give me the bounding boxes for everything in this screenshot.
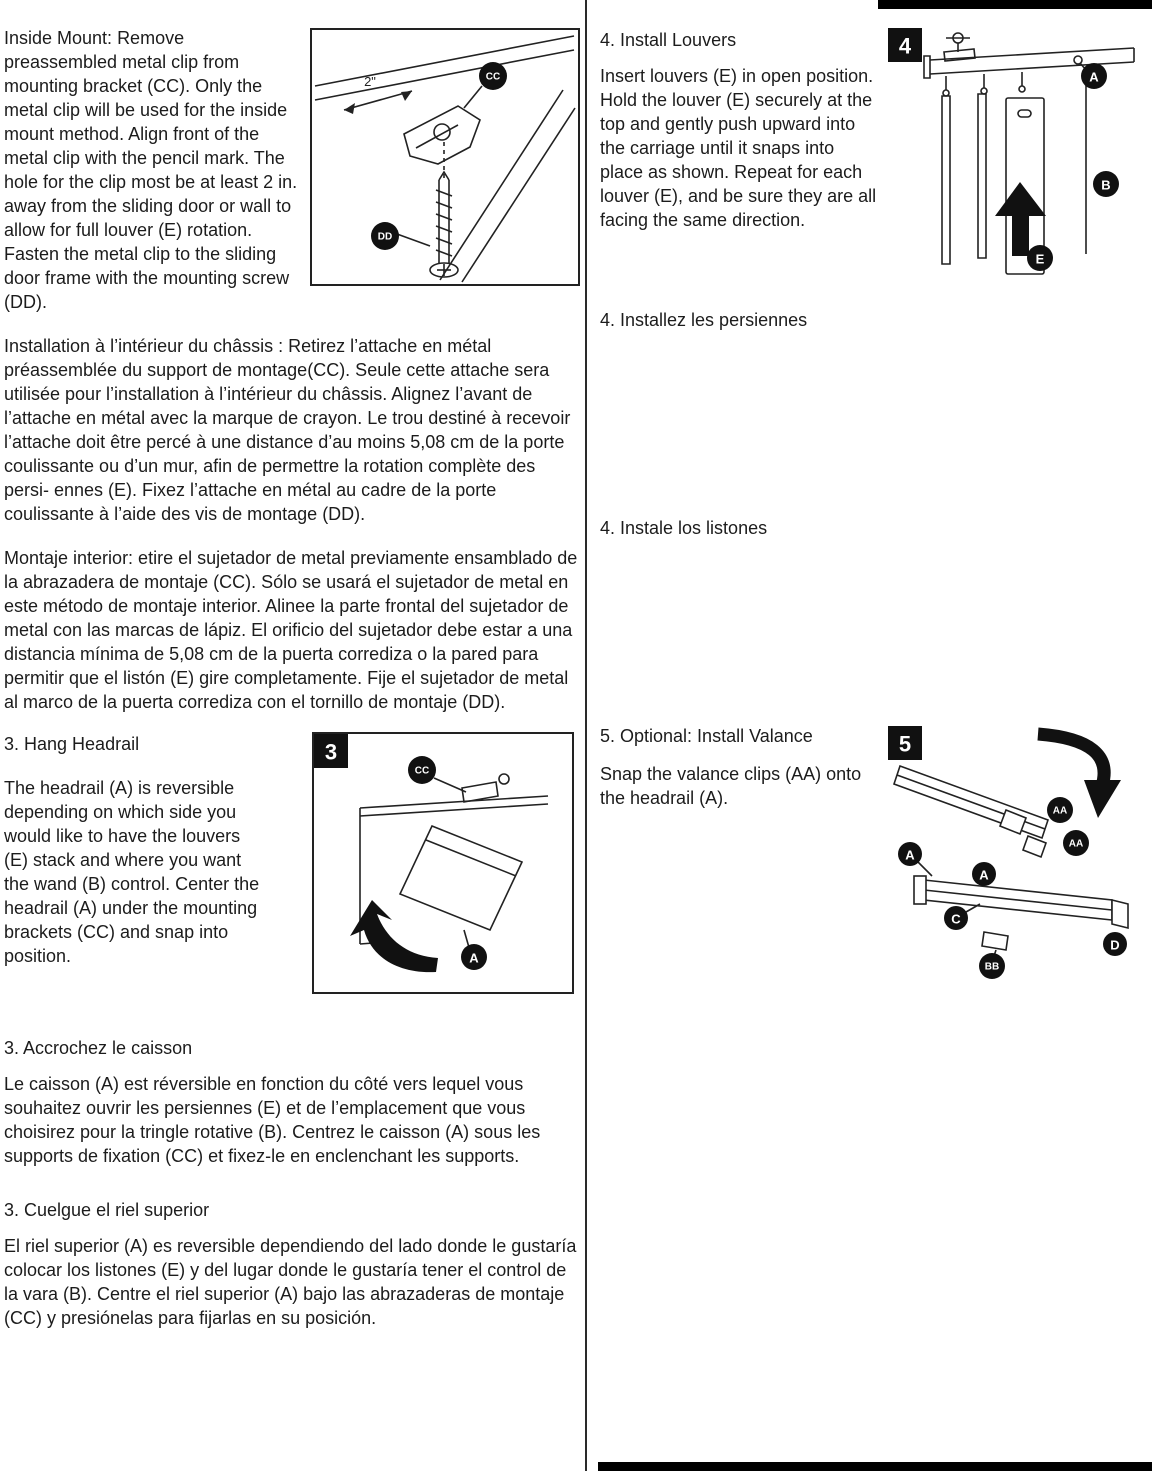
step4-body-en: Insert louvers (E) in open position. Hold the louver (E) securely at the top and gently push upward into the carriage until it snaps into place as shown. Repeat for each louver (E), and be sure they are all facing the same direction. [600, 66, 877, 230]
badge-aa-1 [1047, 797, 1073, 823]
step4-heading-es: 4. Instale los listones [600, 518, 768, 538]
svg-text:DD: DD [377, 231, 393, 243]
badge-a-1 [898, 842, 922, 866]
svg-text:4: 4 [898, 33, 912, 59]
dimension-arrowhead-right [401, 91, 412, 101]
badge-aa-2 [1063, 830, 1089, 856]
svg-text:AA: AA [1052, 805, 1068, 817]
step4-heading-en: 4. Install Louvers [600, 30, 737, 50]
step3-heading-fr: 3. Accrochez le caisson [4, 1038, 193, 1058]
rotate-arrow [350, 900, 438, 972]
svg-text:AA: AA [1068, 838, 1084, 850]
badge-c [944, 906, 968, 930]
badge-a [1081, 63, 1107, 89]
svg-text:3: 3 [324, 739, 338, 765]
step5-body-en: Snap the valance clips (AA) onto the headrail (A). [600, 764, 862, 808]
step-number-3 [314, 734, 348, 768]
hang-headrail-diagram [314, 734, 572, 992]
inside-mount-paragraph-fr: Installation à l’intérieur du châssis : Retirez l’attache en métal préassemblée du support de montage(CC). Seule cette attache sera utilisée pour l’installation à l’intérieur du châssis. Alignez l’avant de l’attache en métal avec la marque de crayon. Le trou destiné à recevoir l’attache doit être percé à une distance d’au moins 5,08 cm de la porte coulissante ou d’un mur, afin de permettre la rotation complète des persi- ennes (E). Fixez l’attache en métal au cadre de la porte coulissante à l’aide des vis de montage (DD). [4, 336, 571, 524]
door-frame-drawing [315, 36, 575, 282]
install-louvers-diagram [888, 26, 1140, 288]
push-up-arrow [995, 182, 1046, 256]
section-inside-mount [4, 26, 580, 314]
svg-text:CC: CC [414, 765, 430, 777]
column-divider [585, 0, 587, 1471]
step-number-5 [888, 726, 922, 760]
figure-hang-headrail [312, 732, 574, 994]
badge-d [1103, 932, 1127, 956]
step5-heading-en: 5. Optional: Install Valance [600, 726, 813, 746]
svg-text:A: A [979, 867, 989, 883]
svg-text:E: E [1035, 251, 1045, 267]
bottom-black-bar [598, 1462, 1152, 1471]
svg-text:A: A [469, 950, 479, 966]
svg-text:CC: CC [485, 71, 501, 83]
svg-text:A: A [1089, 69, 1099, 85]
badge-dd [371, 222, 399, 250]
svg-text:A: A [905, 847, 915, 863]
svg-text:D: D [1110, 937, 1120, 953]
figure-install-valance [888, 724, 1140, 986]
dimension-arrowhead-left [344, 103, 355, 114]
step3-body-fr: Le caisson (A) est réversible en fonction du côté vers lequel vous souhaitez ouvrir les persiennes (E) et de l’emplacement que vous choisirez pour la tringle rotative (B). Centrez le caisson (A) sous les supports de fixation (CC) et fixez-le en enclenchant les supports. [4, 1074, 541, 1166]
figure-install-louvers [888, 26, 1140, 288]
step3-body-es: El riel superior (A) es reversible dependiendo del lado donde le gustaría colocar los listones (E) y del lugar donde le gustaría tener el control de la vara (B). Centre el riel superior (A) bajo las abrazaderas de montaje (CC) y presiónelas para fijarlas en su posición. [4, 1236, 577, 1328]
section-step5 [600, 724, 882, 810]
step3-body-en: The headrail (A) is reversible depending on which side you would like to have the louvers (E) stack and where you want the wand (B) control. Center the headrail (A) under the mounting brackets (CC) and snap into position. [4, 778, 260, 966]
snap-on-arrowhead [1084, 780, 1121, 818]
inside-mount-paragraph-es: Montaje interior: etire el sujetador de metal previamente ensamblado de la abrazadera de montaje (CC). Sólo se usará el sujetador de metal en este método de montaje interior. Alinee la parte frontal del sujetador de metal con las marcas de lápiz. El orificio del sujetador debe estar a una distancia mínima de 5,08 cm de la puerta corrediza o la pared para permitir que el listón (E) gire completamente. Fije el sujetador de metal al marco de la puerta corrediza con el tornillo de montaje (DD). [4, 548, 578, 712]
badge-bb [979, 953, 1005, 979]
figure-inside-mount-clip [310, 28, 580, 286]
inside-mount-paragraph-en: Inside Mount: Remove preassembled metal clip from mounting bracket (CC). Only the metal clip will be used for the inside mount method. Align front of the metal clip with the pencil mark. The hole for the clip most be at least 2 in. away from the sliding door or wall to allow for full louver (E) rotation. Fasten the metal clip to the sliding door frame with the mounting screw (DD). [4, 28, 298, 312]
badge-b [1093, 171, 1119, 197]
svg-text:BB: BB [984, 961, 1000, 973]
badge-cc [479, 62, 507, 90]
badge-e [1027, 245, 1053, 271]
svg-text:B: B [1101, 177, 1111, 193]
section-step3-en [4, 732, 580, 998]
step3-heading-en: 3. Hang Headrail [4, 734, 140, 754]
section-step4-en [600, 28, 882, 232]
inside-mount-diagram [312, 30, 578, 284]
svg-text:5: 5 [898, 731, 912, 757]
step3-heading-es: 3. Cuelgue el riel superior [4, 1200, 210, 1220]
step4-heading-fr: 4. Installez les persiennes [600, 310, 808, 330]
badge-a-2 [972, 862, 996, 886]
dimension-label: 2" [364, 74, 376, 89]
step-number-4 [888, 28, 922, 62]
left-column [4, 26, 580, 1330]
install-valance-diagram [888, 724, 1140, 986]
badge-a [461, 944, 487, 970]
snap-on-arrow [1038, 734, 1104, 786]
badge-cc [408, 756, 436, 784]
right-column [600, 0, 1152, 1471]
svg-text:C: C [951, 911, 961, 927]
